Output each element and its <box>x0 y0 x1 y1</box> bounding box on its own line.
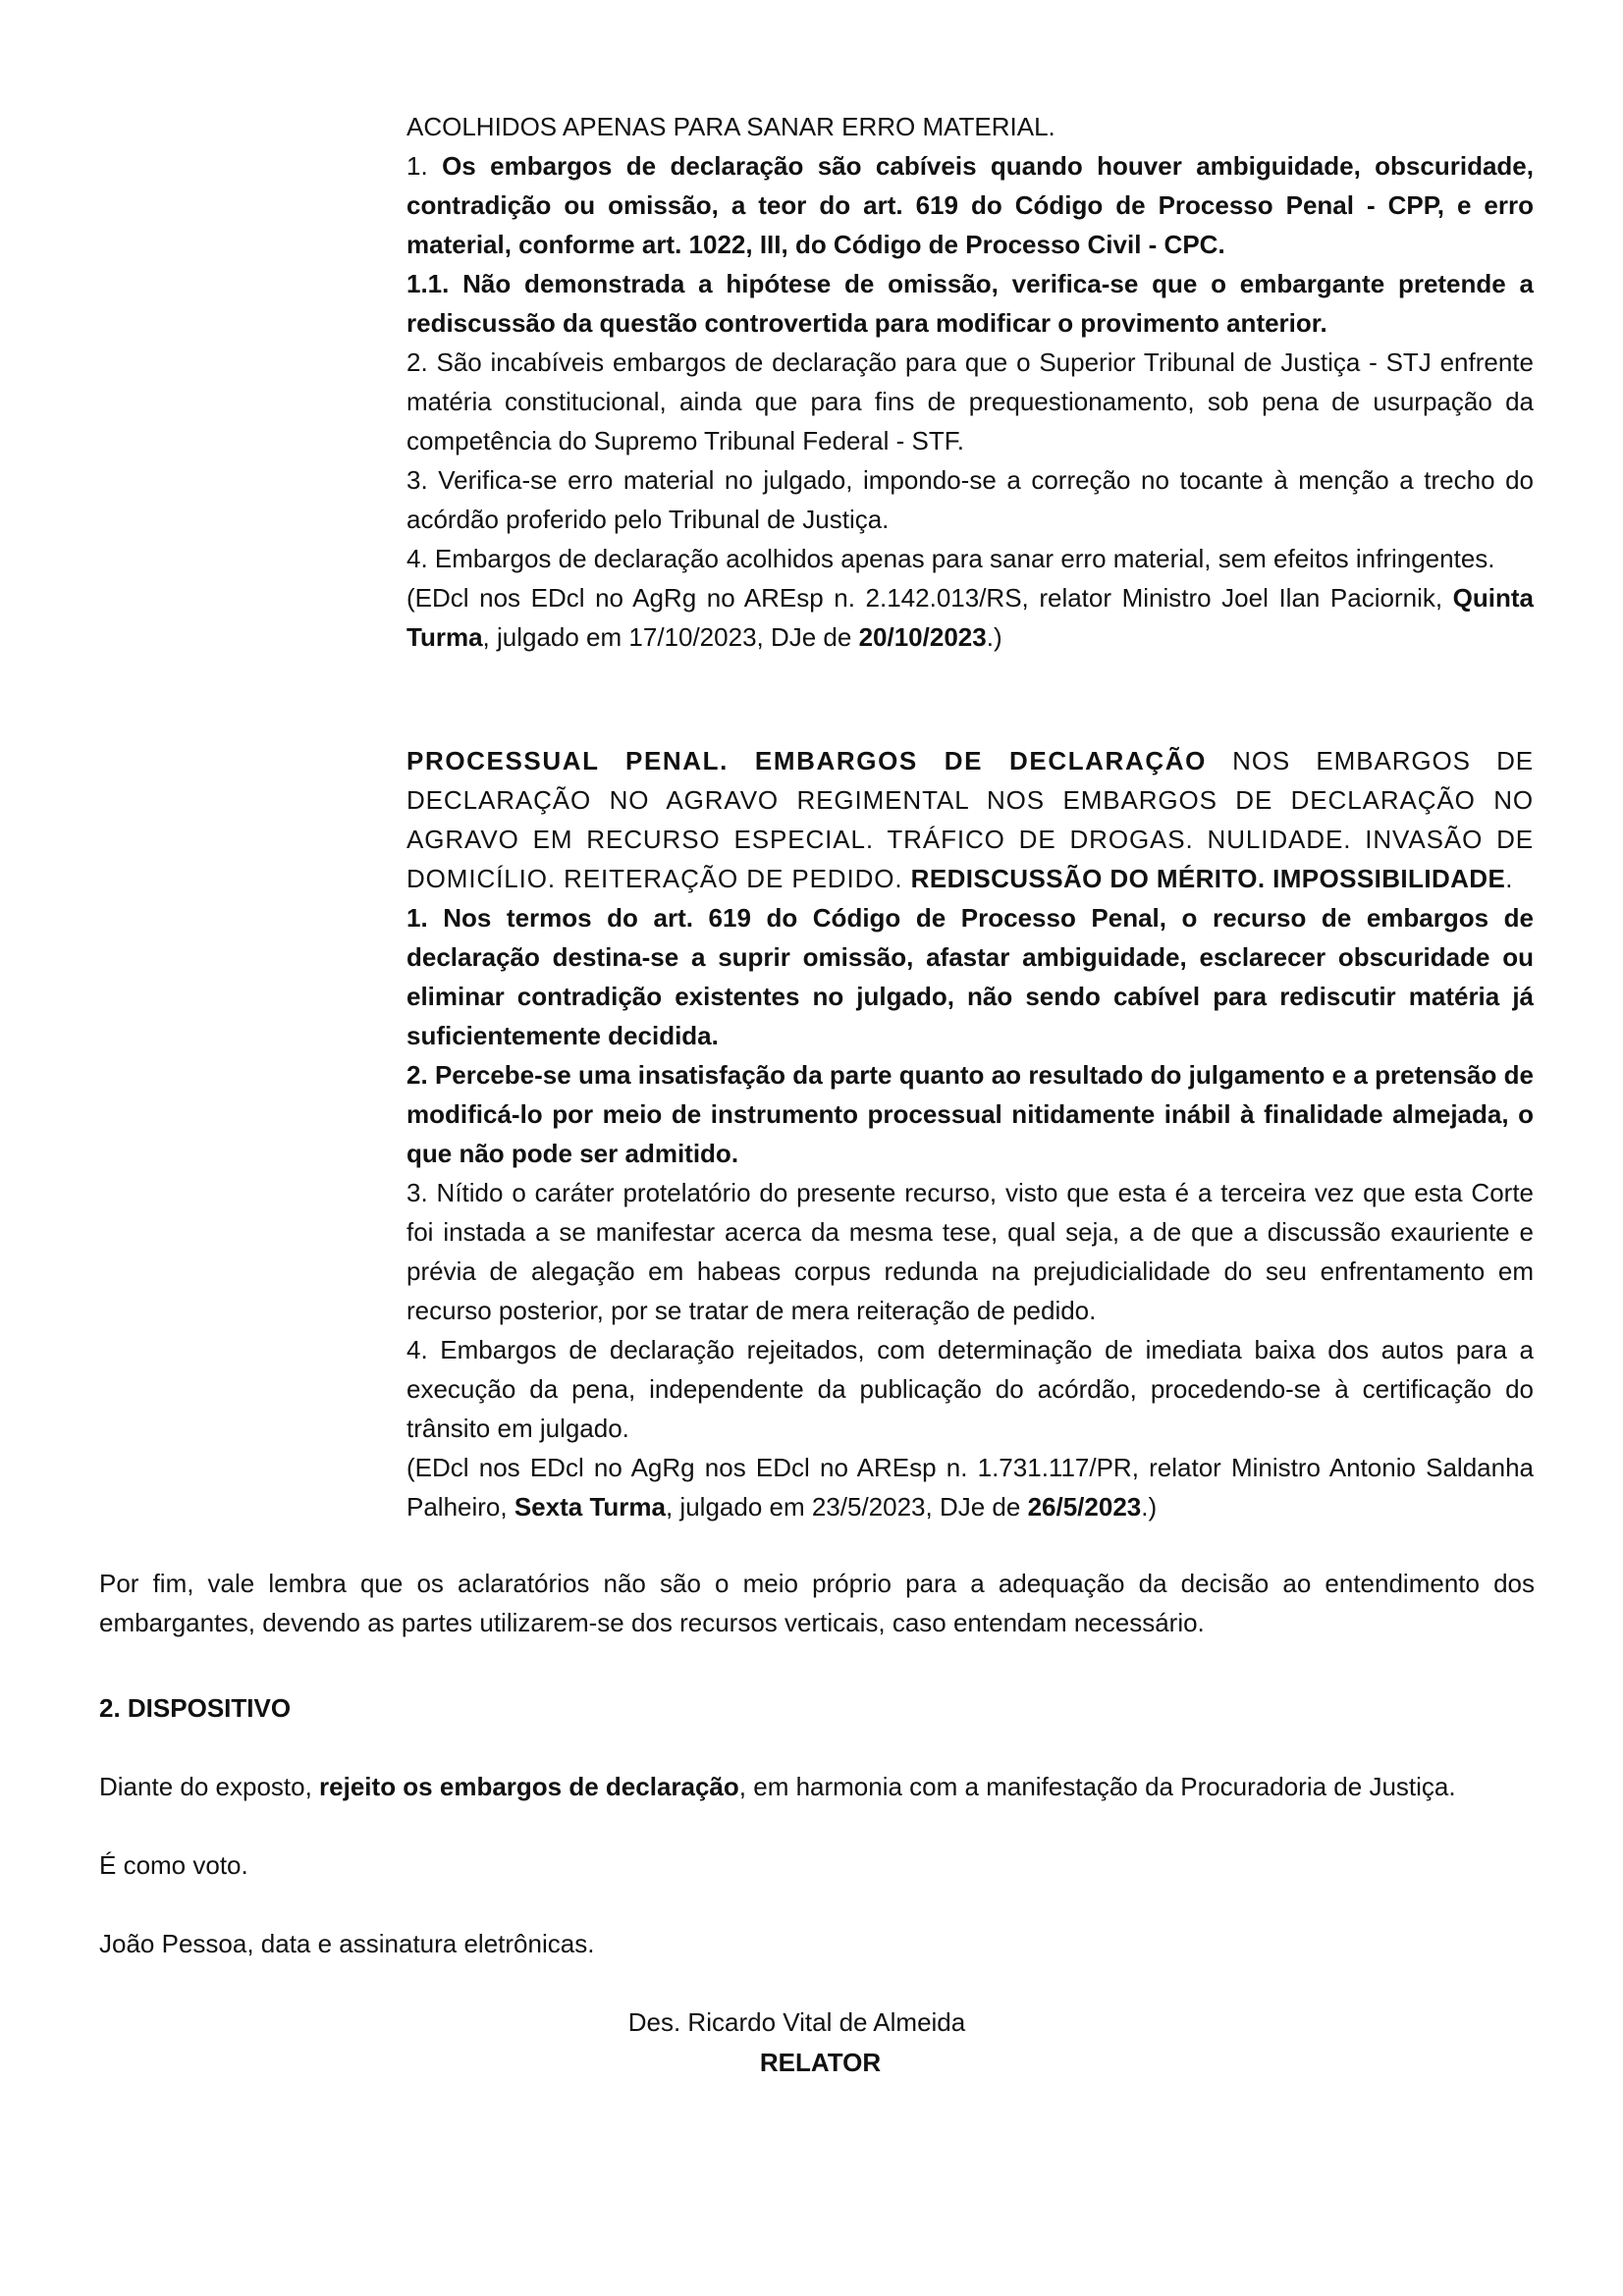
quote2-headnote <box>406 741 1534 898</box>
quote1-line-0-seg-0: ACOLHIDOS APENAS PARA SANAR ERRO MATERIAL. <box>406 112 1055 141</box>
quote1-citation-seg-1: Quinta Turma <box>406 583 1534 652</box>
decision-bold: rejeito os embargos de declaração <box>319 1772 739 1801</box>
vote-line: É como voto. <box>99 1850 248 1880</box>
quote1-line-3-seg-0: 2. São incabíveis embargos de declaração para que o Superior Tribunal de Justiça - STJ enfrente matéria constitucional, ainda que para fins de prequestionamento, sob pena de usurpação da competência do Supremo Tribunal Federal - STF. <box>406 347 1534 455</box>
quote1-line-4 <box>406 460 1534 539</box>
jurisprudence-quote-1 <box>406 107 1534 657</box>
quote2-line-1 <box>406 898 1534 1055</box>
quote1-line-4-seg-0: 3. Verifica-se erro material no julgado, impondo-se a correção no tocante à menção a trecho do acórdão proferido pelo Tribunal de Justiça. <box>406 465 1534 534</box>
quote1-line-2 <box>406 264 1534 343</box>
quote1-line-5 <box>406 539 1534 578</box>
signer-name: Des. Ricardo Vital de Almeida <box>627 2007 966 2037</box>
quote2-headnote-seg-3: . <box>1505 864 1513 893</box>
quote2-citation-seg-4: .) <box>1141 1492 1158 1522</box>
quote2-line-2-seg-0: 2. Percebe-se uma insatisfação da parte quanto ao resultado do julgamento e a pretensão de modificá-lo por meio de instrumento processual nitidamente inábil à finalidade almejada, o que não pode ser admitido. <box>406 1060 1534 1168</box>
quote1-citation <box>406 578 1534 657</box>
quote2-line-3-seg-0: 3. Nítido o caráter protelatório do presente recurso, visto que esta é a terceira vez que esta Corte foi instada a se manifestar acerca da mesma tese, qual seja, a de que a discussão exauriente e prévia de alegação em habeas corpus redunda na prejudicialidade do seu enfrentamento em recurso posterior, por se tratar de mera reiteração de pedido. <box>406 1178 1534 1325</box>
quote2-citation-seg-1: Sexta Turma <box>514 1492 666 1522</box>
quote2-line-1-seg-0: 1. Nos termos do art. 619 do Código de Processo Penal, o recurso de embargos de declaração destina-se a suprir omissão, afastar ambiguidade, esclarecer obscuridade ou eliminar contradição existentes no julgado, não sendo cabível para rediscutir matéria já suficientemente decidida. <box>406 903 1534 1050</box>
quote1-line-1-seg-1: Os embargos de declaração são cabíveis quando houver ambiguidade, obscuridade, contradição ou omissão, a teor do art. 619 do Código de Processo Penal - CPP, e erro material, conforme art. 1022, III, do Código de Processo Civil - CPC. <box>406 151 1534 259</box>
quote1-citation-seg-0: (EDcl nos EDcl no AgRg no AREsp n. 2.142.013/RS, relator Ministro Joel Ilan Paciornik, <box>406 583 1453 613</box>
quote1-citation-seg-3: 20/10/2023 <box>858 622 987 652</box>
quote2-citation-seg-0: (EDcl nos EDcl no AgRg nos EDcl no AREsp n. 1.731.117/PR, relator Ministro Antonio Saldanha Palheiro, <box>406 1453 1534 1522</box>
quote1-line-2-seg-0: 1.1. Não demonstrada a hipótese de omissão, verifica-se que o embargante pretende a rediscussão da questão controvertida para modificar o provimento anterior. <box>406 269 1534 338</box>
quote1-citation-seg-4: .) <box>986 622 1002 652</box>
quote2-citation <box>406 1448 1534 1526</box>
quote2-headnote-seg-2: REDISCUSSÃO DO MÉRITO. IMPOSSIBILIDADE <box>910 864 1506 893</box>
decision-paragraph <box>99 1767 1535 1806</box>
quote2-headnote-seg-1: NOS EMBARGOS DE DECLARAÇÃO NO AGRAVO REGIMENTAL NOS EMBARGOS DE DECLARAÇÃO NO AGRAVO EM RECURSO ESPECIAL. TRÁFICO DE DROGAS. NULIDADE. INVASÃO DE DOMICÍLIO. REITERAÇÃO DE PEDIDO. <box>406 746 1535 893</box>
jurisprudence-quote-2 <box>406 741 1534 1526</box>
quote2-line-4 <box>406 1330 1534 1448</box>
quote1-line-0 <box>406 107 1534 146</box>
quote2-citation-seg-3: 26/5/2023 <box>1027 1492 1142 1522</box>
section-heading: 2. DISPOSITIVO <box>99 1693 292 1723</box>
place-date-line: João Pessoa, data e assinatura eletrônicas. <box>99 1929 595 1958</box>
quote2-citation-seg-2: , julgado em 23/5/2023, DJe de <box>665 1492 1028 1522</box>
final-paragraph: Por fim, vale lembra que os aclaratórios não são o meio próprio para a adequação da decisão ao entendimento dos embargantes, devendo as partes utilizarem-se dos recursos verticais, caso entendam necessário. <box>99 1569 1535 1637</box>
quote2-line-2 <box>406 1055 1534 1173</box>
quote1-line-3 <box>406 343 1534 460</box>
quote1-line-1 <box>406 146 1534 264</box>
decision-prefix: Diante do exposto, <box>99 1772 320 1801</box>
quote1-citation-seg-2: , julgado em 17/10/2023, DJe de <box>482 622 859 652</box>
decision-suffix: , em harmonia com a manifestação da Procuradoria de Justiça. <box>738 1772 1456 1801</box>
quote2-headnote-seg-0: PROCESSUAL PENAL. EMBARGOS DE DECLARAÇÃO <box>406 746 1207 775</box>
quote1-line-1-seg-0: 1. <box>406 151 443 181</box>
quote2-line-3 <box>406 1173 1534 1330</box>
quote1-line-5-seg-0: 4. Embargos de declaração acolhidos apenas para sanar erro material, sem efeitos infringentes. <box>406 544 1495 573</box>
quote2-line-4-seg-0: 4. Embargos de declaração rejeitados, com determinação de imediata baixa dos autos para a execução da pena, independente da publicação do acórdão, procedendo-se à certificação do trânsito em julgado. <box>406 1335 1534 1443</box>
signer-role: RELATOR <box>759 2048 882 2077</box>
